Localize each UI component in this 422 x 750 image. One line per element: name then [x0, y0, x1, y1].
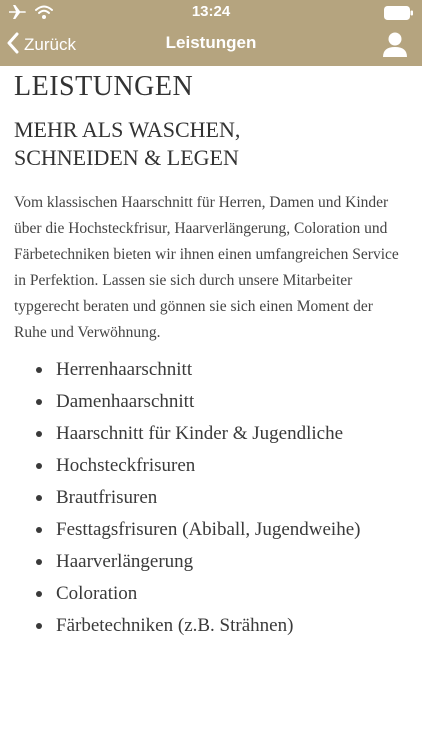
- status-time: 13:24: [191, 3, 231, 20]
- bullet-icon: [36, 431, 42, 437]
- list-item: [36, 486, 408, 509]
- list-item: [36, 582, 408, 605]
- battery-icon: [384, 6, 414, 25]
- service-label: Coloration: [56, 583, 138, 604]
- list-item: [36, 518, 408, 541]
- user-icon: [380, 47, 410, 64]
- intro-text: Vom klassischen Haarschnitt für Herren, Damen und Kinder über die Hochsteckfrisur, Haarverlängerung, Coloration und Färbetechniken bieten wir ihnen einen umfangreichen Service in Perfektion. Lassen sie sich durch unsere Mitarbeiter typgerecht beraten und gönnen sie sich einen Moment der Ruhe und Verwöhnung.: [14, 194, 399, 341]
- page-subtitle: [14, 116, 408, 172]
- service-label: Herrenhaarschnitt: [56, 359, 193, 380]
- bullet-icon: [36, 623, 42, 629]
- bullet-icon: [36, 527, 42, 533]
- list-item: [36, 550, 408, 573]
- navigation-bar: [0, 26, 422, 66]
- service-label: Hochsteckfrisuren: [56, 455, 196, 476]
- service-label: Brautfrisuren: [56, 487, 158, 508]
- bullet-icon: [36, 559, 42, 565]
- subtitle-line-2: SCHNEIDEN & LEGEN: [14, 145, 239, 170]
- list-item: [36, 422, 408, 445]
- status-bar: [0, 0, 422, 26]
- page-title: LEISTUNGEN: [14, 71, 194, 102]
- user-button[interactable]: [380, 30, 410, 60]
- list-item: [36, 390, 408, 413]
- list-item: [36, 614, 408, 637]
- service-label: Färbetechniken (z.B. Strähnen): [56, 615, 294, 636]
- nav-title: Leistungen: [165, 33, 257, 52]
- service-label: Haarverlängerung: [56, 551, 194, 572]
- top-bar: [0, 0, 422, 66]
- service-label: Haarschnitt für Kinder & Jugendliche: [56, 423, 344, 444]
- back-button-label: Zurück: [24, 35, 76, 54]
- list-item: [36, 358, 408, 381]
- subtitle-line-1: MEHR ALS WASCHEN,: [14, 117, 241, 142]
- list-item: [36, 454, 408, 477]
- service-label: Damenhaarschnitt: [56, 391, 195, 412]
- service-label: Festtagsfrisuren (Abiball, Jugendweihe): [56, 519, 361, 540]
- bullet-icon: [36, 591, 42, 597]
- bullet-icon: [36, 495, 42, 501]
- bullet-icon: [36, 463, 42, 469]
- services-list: [14, 358, 408, 637]
- main-content: [0, 66, 422, 750]
- bullet-icon: [36, 399, 42, 405]
- bullet-icon: [36, 367, 42, 373]
